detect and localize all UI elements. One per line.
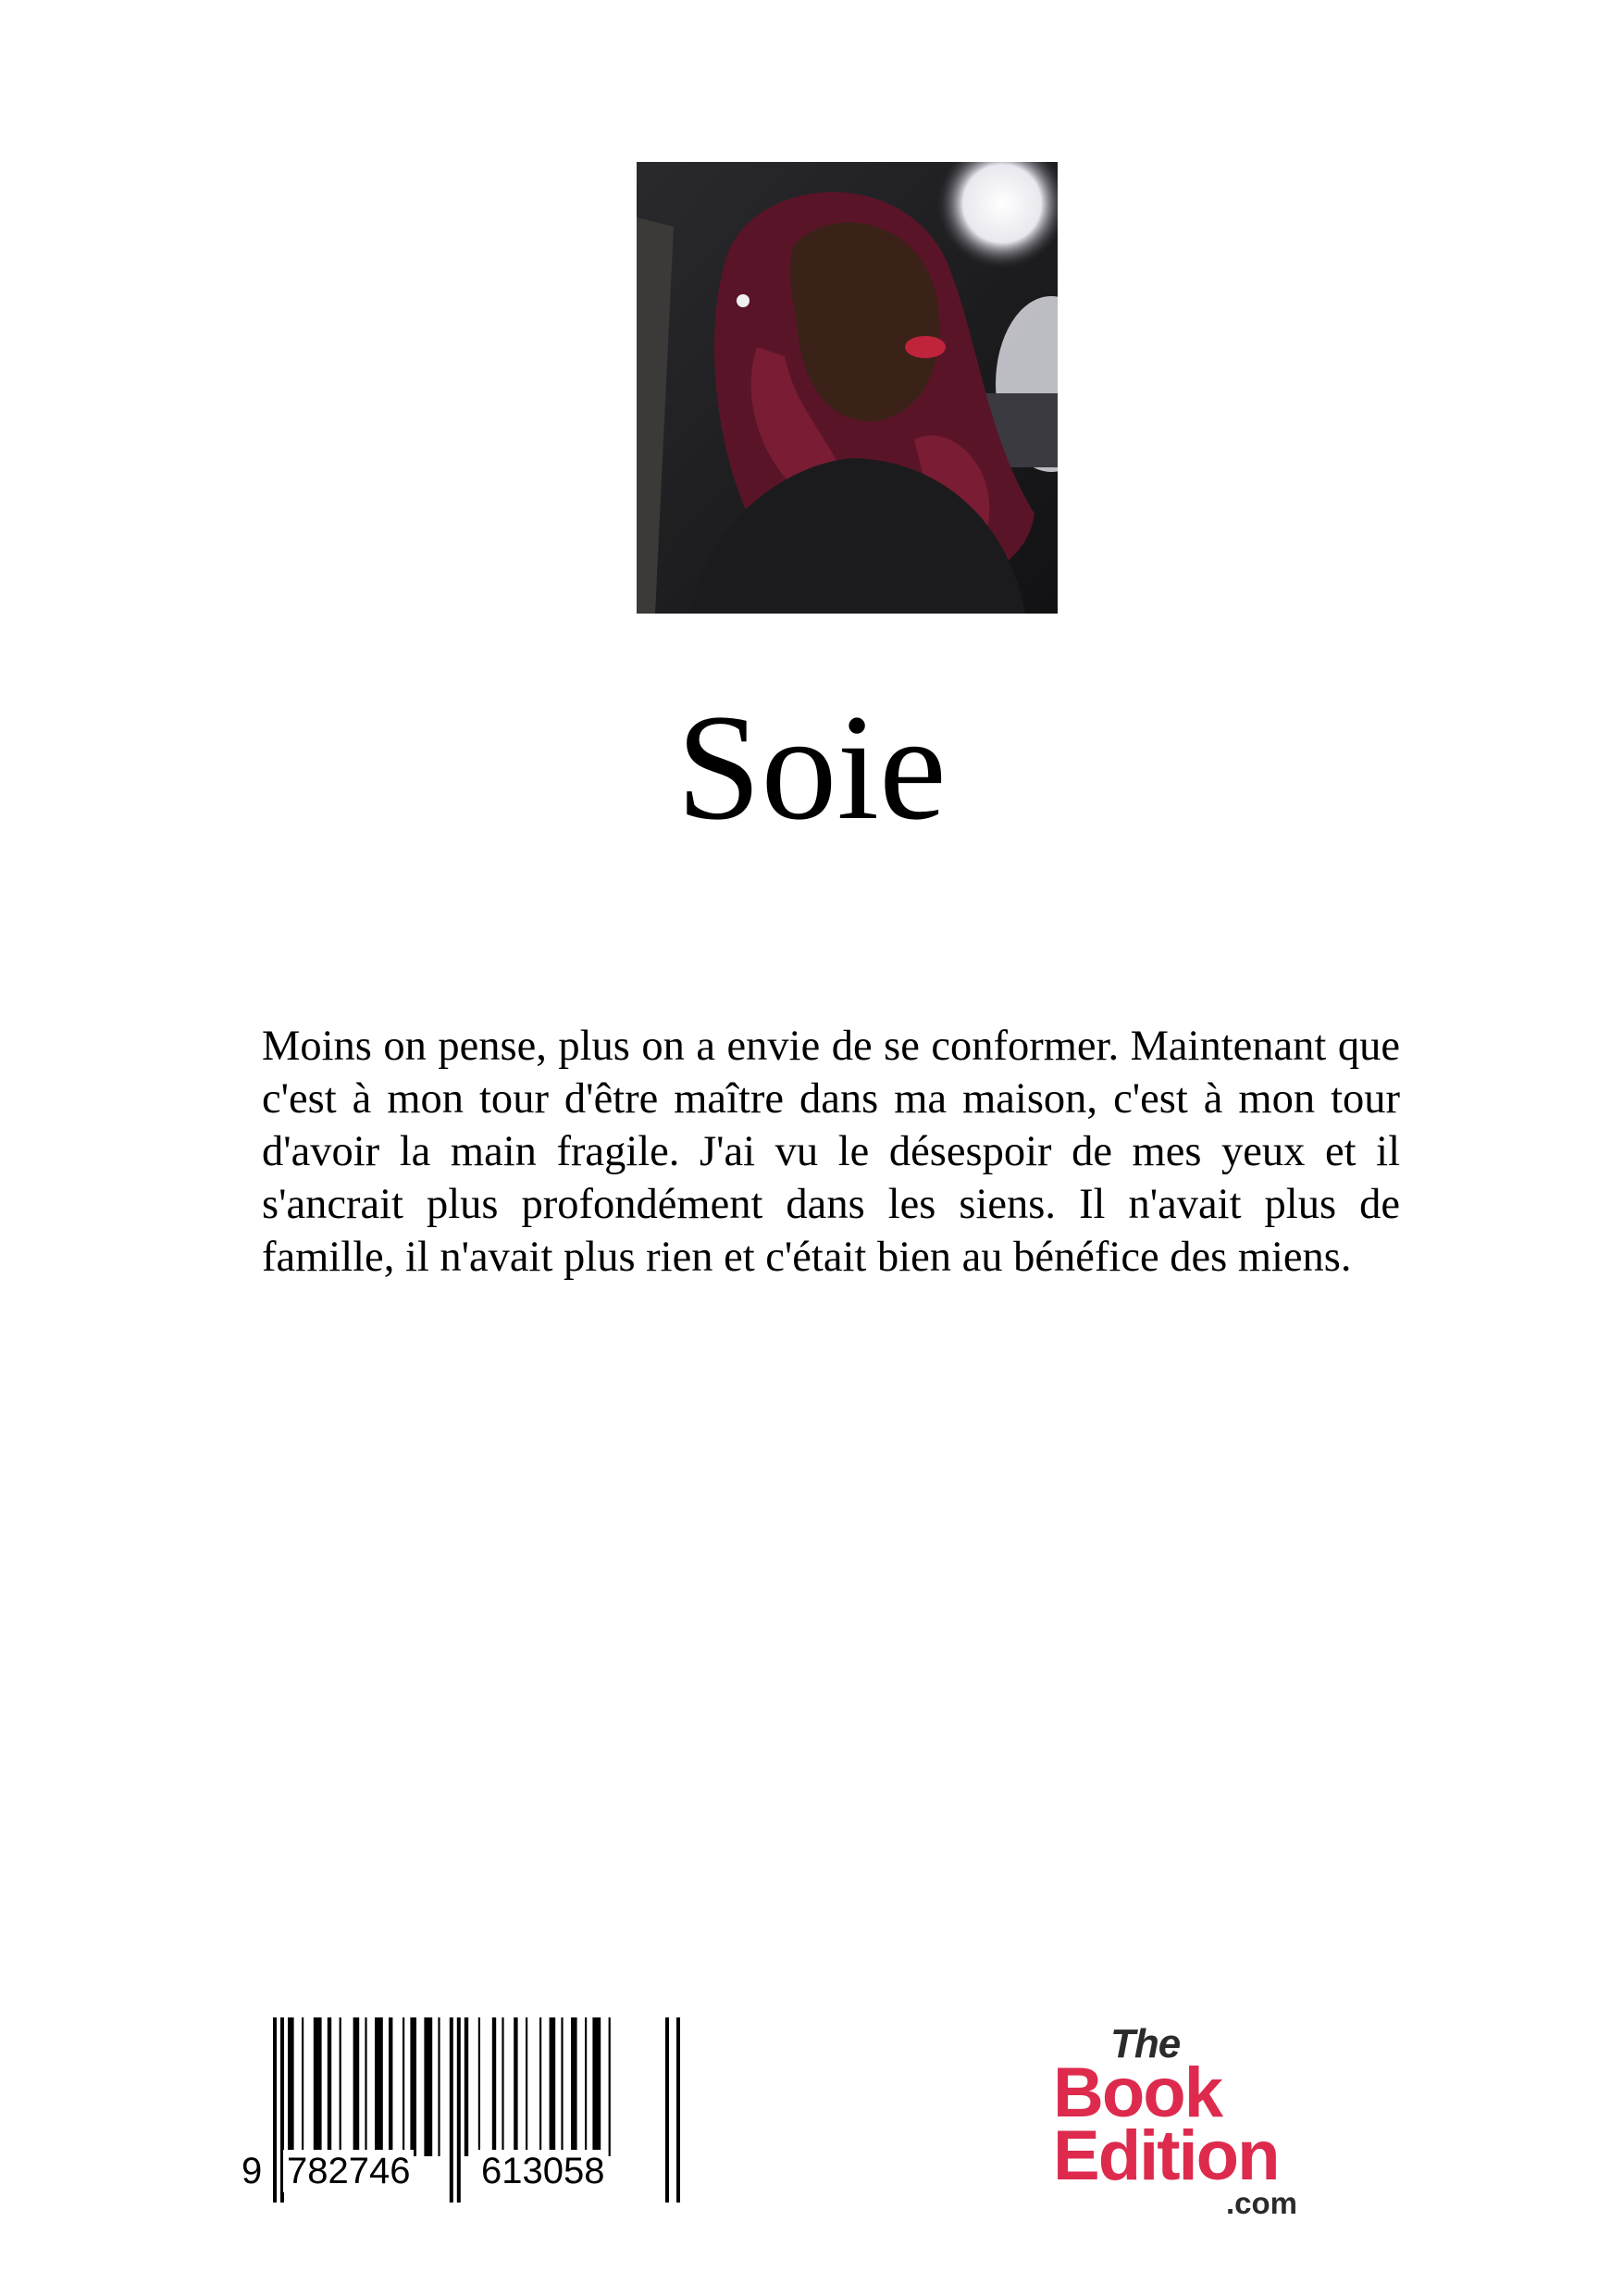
logo-the: The [1110, 2021, 1181, 2066]
author-photo [637, 162, 1058, 614]
logo-book: Book [1053, 2054, 1221, 2132]
book-title: Soie [676, 684, 947, 851]
barcode-digits-left: 782746 [283, 2150, 414, 2192]
isbn-barcode [242, 2017, 684, 2203]
back-cover-blurb: Moins on pense, plus on a envie de se conformer. Maintenant que c'est à mon tour d'être maître dans ma maison, c'est à mon tour d'avoir la main fragile. J'ai vu le désespoir de mes yeux et il s'ancrait plus profondément dans les siens. Il n'avait plus de famille, il n'avait plus rien et c'était bien au bénéfice des miens. [262, 1023, 1400, 1281]
logo-edition: Edition [1053, 2116, 1279, 2195]
barcode-digit-first: 9 [242, 2151, 263, 2191]
barcode-digits-right: 613058 [477, 2150, 608, 2192]
logo-com: .com [1226, 2186, 1298, 2220]
publisher-logo [1053, 2021, 1331, 2220]
